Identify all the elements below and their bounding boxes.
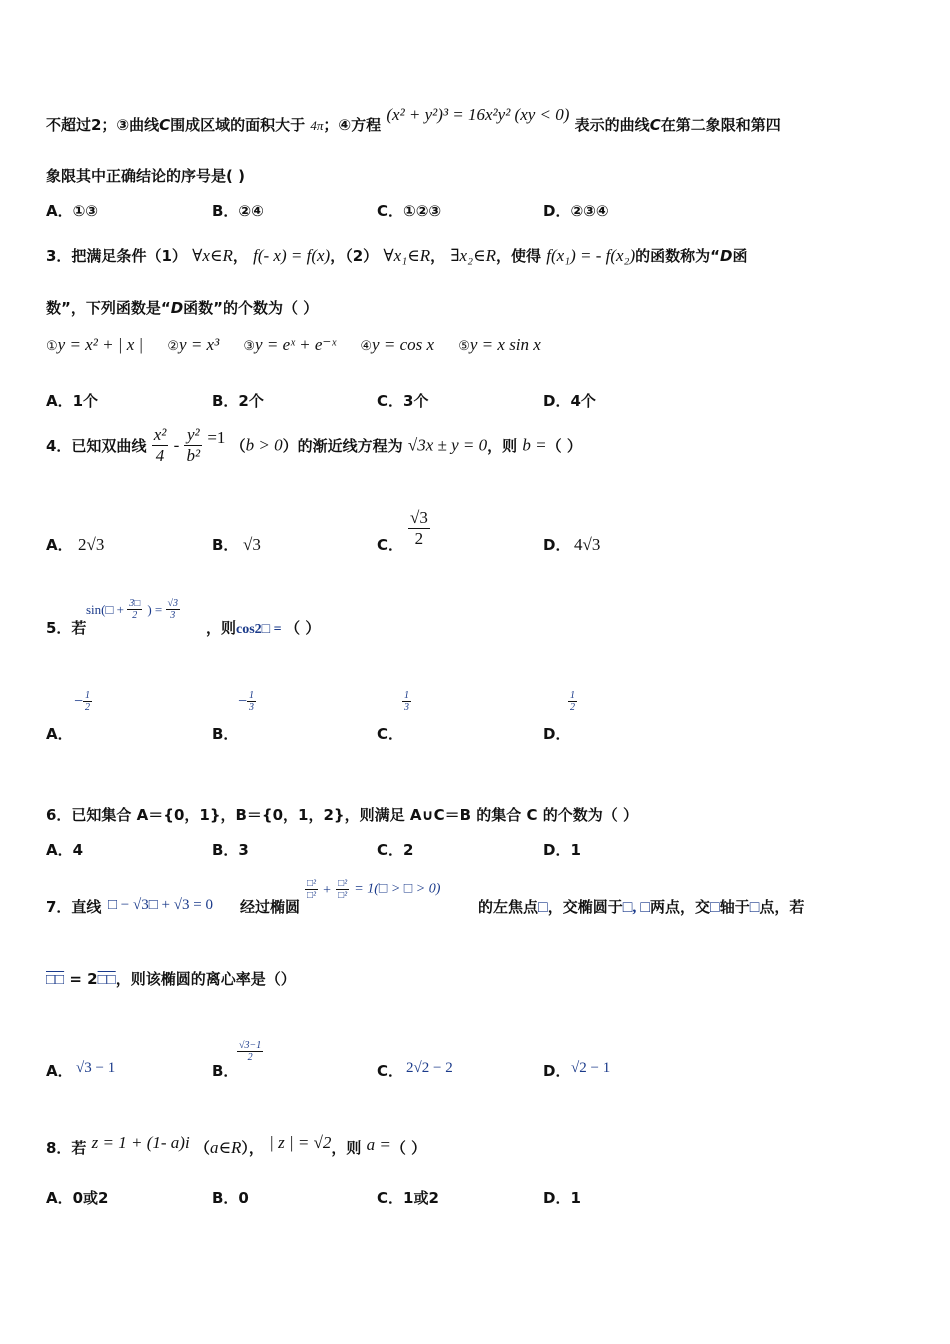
q3-func-1: ①y = x² + | x | (46, 335, 144, 354)
q3-option-a[interactable]: A．1个 (46, 392, 99, 410)
q4-option-d-label[interactable]: D． (543, 536, 571, 554)
q3-text-f: 的函数称为“ (635, 247, 720, 265)
q7-option-c-label[interactable]: C． (377, 1062, 404, 1080)
q7-text-g: 点，若 (759, 898, 805, 916)
q7-vector-rhs: □□ (97, 972, 116, 988)
q3-function-list (46, 335, 541, 355)
q4-text-b: ，则 (487, 437, 518, 455)
q3-text-c: ，（2） (330, 247, 379, 265)
q2-option-d[interactable]: D．②③④ (543, 202, 609, 220)
q7-point-e: □ (749, 899, 760, 916)
q7-points-ab: □, □ (622, 899, 651, 916)
q3-line1 (46, 245, 747, 266)
q7-focus-f: □ (538, 899, 548, 916)
q7-option-d-value: √2 − 1 (571, 1060, 611, 1076)
q7-option-b-value: $\frac{√3-1}{2}$ (239, 1040, 262, 1063)
q3-odd-math: f(x₁) = - f(x₂) (546, 246, 636, 265)
q5-option-b-label[interactable]: B． (212, 725, 239, 743)
q2-curve-c2: C (649, 116, 661, 134)
q8-text-a: 8．若 (46, 1139, 87, 1157)
q3-option-d[interactable]: D．4个 (543, 392, 596, 410)
q7-vector-condition (46, 968, 296, 989)
q7-text-h: ，则该椭圆的离心率是（） (115, 970, 296, 988)
q2-line1 (46, 105, 781, 135)
q4-minus: - (173, 435, 180, 455)
q7-text-f: 轴于 (719, 898, 750, 916)
q3-line2-d: D (170, 299, 184, 317)
q8-cond-close: ）， (241, 1139, 264, 1157)
q8-line (46, 1133, 427, 1158)
q8-a-equals: a = (366, 1135, 391, 1154)
q3-line2-c: 函数”的个数为（ ） (183, 299, 319, 317)
q5-option-d-label[interactable]: D． (543, 725, 571, 743)
q2-text-d: 表示的曲线 (574, 116, 650, 134)
q8-modulus-math: | z | = √2 (269, 1133, 332, 1152)
q3-option-b[interactable]: B．2个 (212, 392, 264, 410)
q5-mid (206, 617, 320, 638)
q3-d-letter: D (719, 247, 733, 265)
q5-option-a-value: − $\frac{1}{2}$ (74, 690, 91, 713)
q6-option-c[interactable]: C．2 (377, 841, 414, 859)
q3-text-b: ， (232, 247, 248, 265)
q6-option-b[interactable]: B．3 (212, 841, 249, 859)
q3-func-5: ⑤y = x sin x (458, 335, 541, 354)
q3-forall-math: ∀x∈R (192, 246, 233, 265)
q7-ellipse-equation: $\frac{\text{□²}}{\text{□²}}$ + $\frac{\text{□²}}{\text{□²}}$ = 1(□ > □ > 0) (307, 878, 441, 901)
q7-text-c: 的左焦点 (478, 898, 539, 916)
q3-text-d: ， (430, 247, 446, 265)
q2-line2: 象限其中正确结论的序号是( ) (46, 167, 245, 185)
q3-line2-a: 数”，下列函数是“ (46, 299, 171, 317)
q4-option-a-label[interactable]: A． (46, 536, 73, 554)
q7-text-d: ，交椭圆于 (547, 898, 623, 916)
q4-option-a-value: 2√3 (78, 535, 105, 554)
q2-curve-c: C (159, 116, 171, 134)
q7-vector-eq: = 2 (64, 970, 98, 988)
q4-line (46, 425, 582, 466)
q4-hyperbola-frac2: $\frac{\text{y²}}{\text{b²}}$ (186, 425, 201, 465)
q5-option-d-value: $\frac{1}{2}$ (570, 690, 575, 713)
q2-text-b: 围成区域的面积大于 (170, 116, 306, 134)
q6-stem: 6．已知集合 A＝{0，1}，B＝{0，1，2}，则满足 A∪C＝B 的集合 C 的个数为（ ） (46, 806, 638, 824)
q4-asymptote-math: √3x ± y = 0 (407, 435, 488, 455)
q3-text-g: 函 (732, 247, 748, 265)
q3-even-math: f(- x) = f(x) (253, 246, 331, 265)
q4-text-a: 4．已知双曲线 (46, 437, 147, 455)
q7-line-equation: □ − √3□ + √3 = 0 (108, 897, 213, 913)
q7-option-a-value: √3 − 1 (76, 1060, 116, 1076)
q4-option-b-value: √3 (243, 535, 261, 554)
q4-option-b-label[interactable]: B． (212, 536, 239, 554)
q2-equation-math: (x² + y²)³ = 16x²y² (xy < 0) (386, 105, 570, 124)
q2-text-a: 不超过2；③曲线 (46, 116, 160, 134)
q3-func-4: ④y = cos x (360, 335, 435, 354)
q5-cos-math: cos2□ = (236, 622, 286, 637)
q5-paren: （ ） (285, 619, 321, 637)
q4-option-c-value: $\frac{√3}{2}$ (410, 508, 428, 548)
q5-prefix: 5．若 (46, 619, 87, 637)
q7-axis: □ (710, 899, 720, 916)
q5-option-b-value: − $\frac{1}{3}$ (238, 690, 255, 713)
q7-text-e: 两点，交 (650, 898, 711, 916)
q4-cond-close: ）的渐近线方程为 (282, 437, 403, 455)
q6-option-d[interactable]: D．1 (543, 841, 581, 859)
q3-option-c[interactable]: C．3个 (377, 392, 429, 410)
q5-text-b: ，则 (206, 619, 237, 637)
q5-option-a-label[interactable]: A． (46, 725, 73, 743)
q4-cond-math: b > 0 (245, 435, 283, 455)
q3-func-3: ③y = eˣ + e⁻ˣ (243, 335, 337, 354)
q2-option-c[interactable]: C．①②③ (377, 202, 442, 220)
q3-text-e: ，使得 (495, 247, 541, 265)
q4-cond-open: （ (230, 437, 246, 455)
q8-option-b[interactable]: B．0 (212, 1189, 249, 1207)
q2-text-c: ；④方程 (323, 116, 382, 134)
q8-option-d[interactable]: D．1 (543, 1189, 581, 1207)
q8-paren: （ ） (390, 1139, 427, 1157)
q7-prefix: 7．直线 (46, 898, 102, 916)
q4-paren: （ ） (546, 437, 582, 455)
q8-cond-math: a∈R (209, 1138, 242, 1157)
q7-option-c-value: 2√2 − 2 (406, 1060, 453, 1076)
q4-hyperbola-frac1: $\frac{\text{x²}}{4}$ (153, 425, 167, 465)
q3-line2 (46, 297, 318, 318)
q3-forall-x1-math: ∀x₁∈R (383, 246, 431, 265)
q8-text-b: ，则 (331, 1139, 362, 1157)
q5-option-c-label[interactable]: C． (377, 725, 404, 743)
q7-line1-tail (478, 896, 804, 917)
q7-option-a-label[interactable]: A． (46, 1062, 73, 1080)
q8-option-a[interactable]: A．0或2 (46, 1189, 109, 1207)
q3-exists-x2-math: ∃x₂∈R (450, 246, 496, 265)
q5-condition-math: sin(□ + $\frac{3□}{2}$ ) = $\frac{√3}{3}$ (86, 598, 178, 621)
q2-option-a[interactable]: A．①③ (46, 202, 99, 220)
q4-option-d-value: 4√3 (574, 535, 601, 554)
q2-option-b[interactable]: B．②④ (212, 202, 264, 220)
q4-option-c-label[interactable]: C． (377, 536, 404, 554)
q5-option-c-value: $\frac{1}{3}$ (404, 690, 409, 713)
q8-z-math: z = 1 + (1- a)i (91, 1133, 190, 1152)
q7-vector-lhs: □□ (46, 972, 65, 988)
q8-cond-open: （ (194, 1139, 210, 1157)
q7-option-d-label[interactable]: D． (543, 1062, 571, 1080)
q8-option-c[interactable]: C．1或2 (377, 1189, 439, 1207)
q4-b-equals: b = (522, 435, 547, 455)
q2-text-e: 在第二象限和第四 (660, 116, 781, 134)
q3-func-2: ②y = x³ (167, 335, 220, 354)
q6-option-a[interactable]: A．4 (46, 841, 84, 859)
q4-eq1: =1 (207, 427, 226, 447)
q7-text-b: 经过椭圆 (240, 898, 301, 916)
q3-text-a: 3．把满足条件（1） (46, 247, 187, 265)
q2-area-math: 4π (310, 118, 324, 133)
q7-option-b-label[interactable]: B． (212, 1062, 239, 1080)
